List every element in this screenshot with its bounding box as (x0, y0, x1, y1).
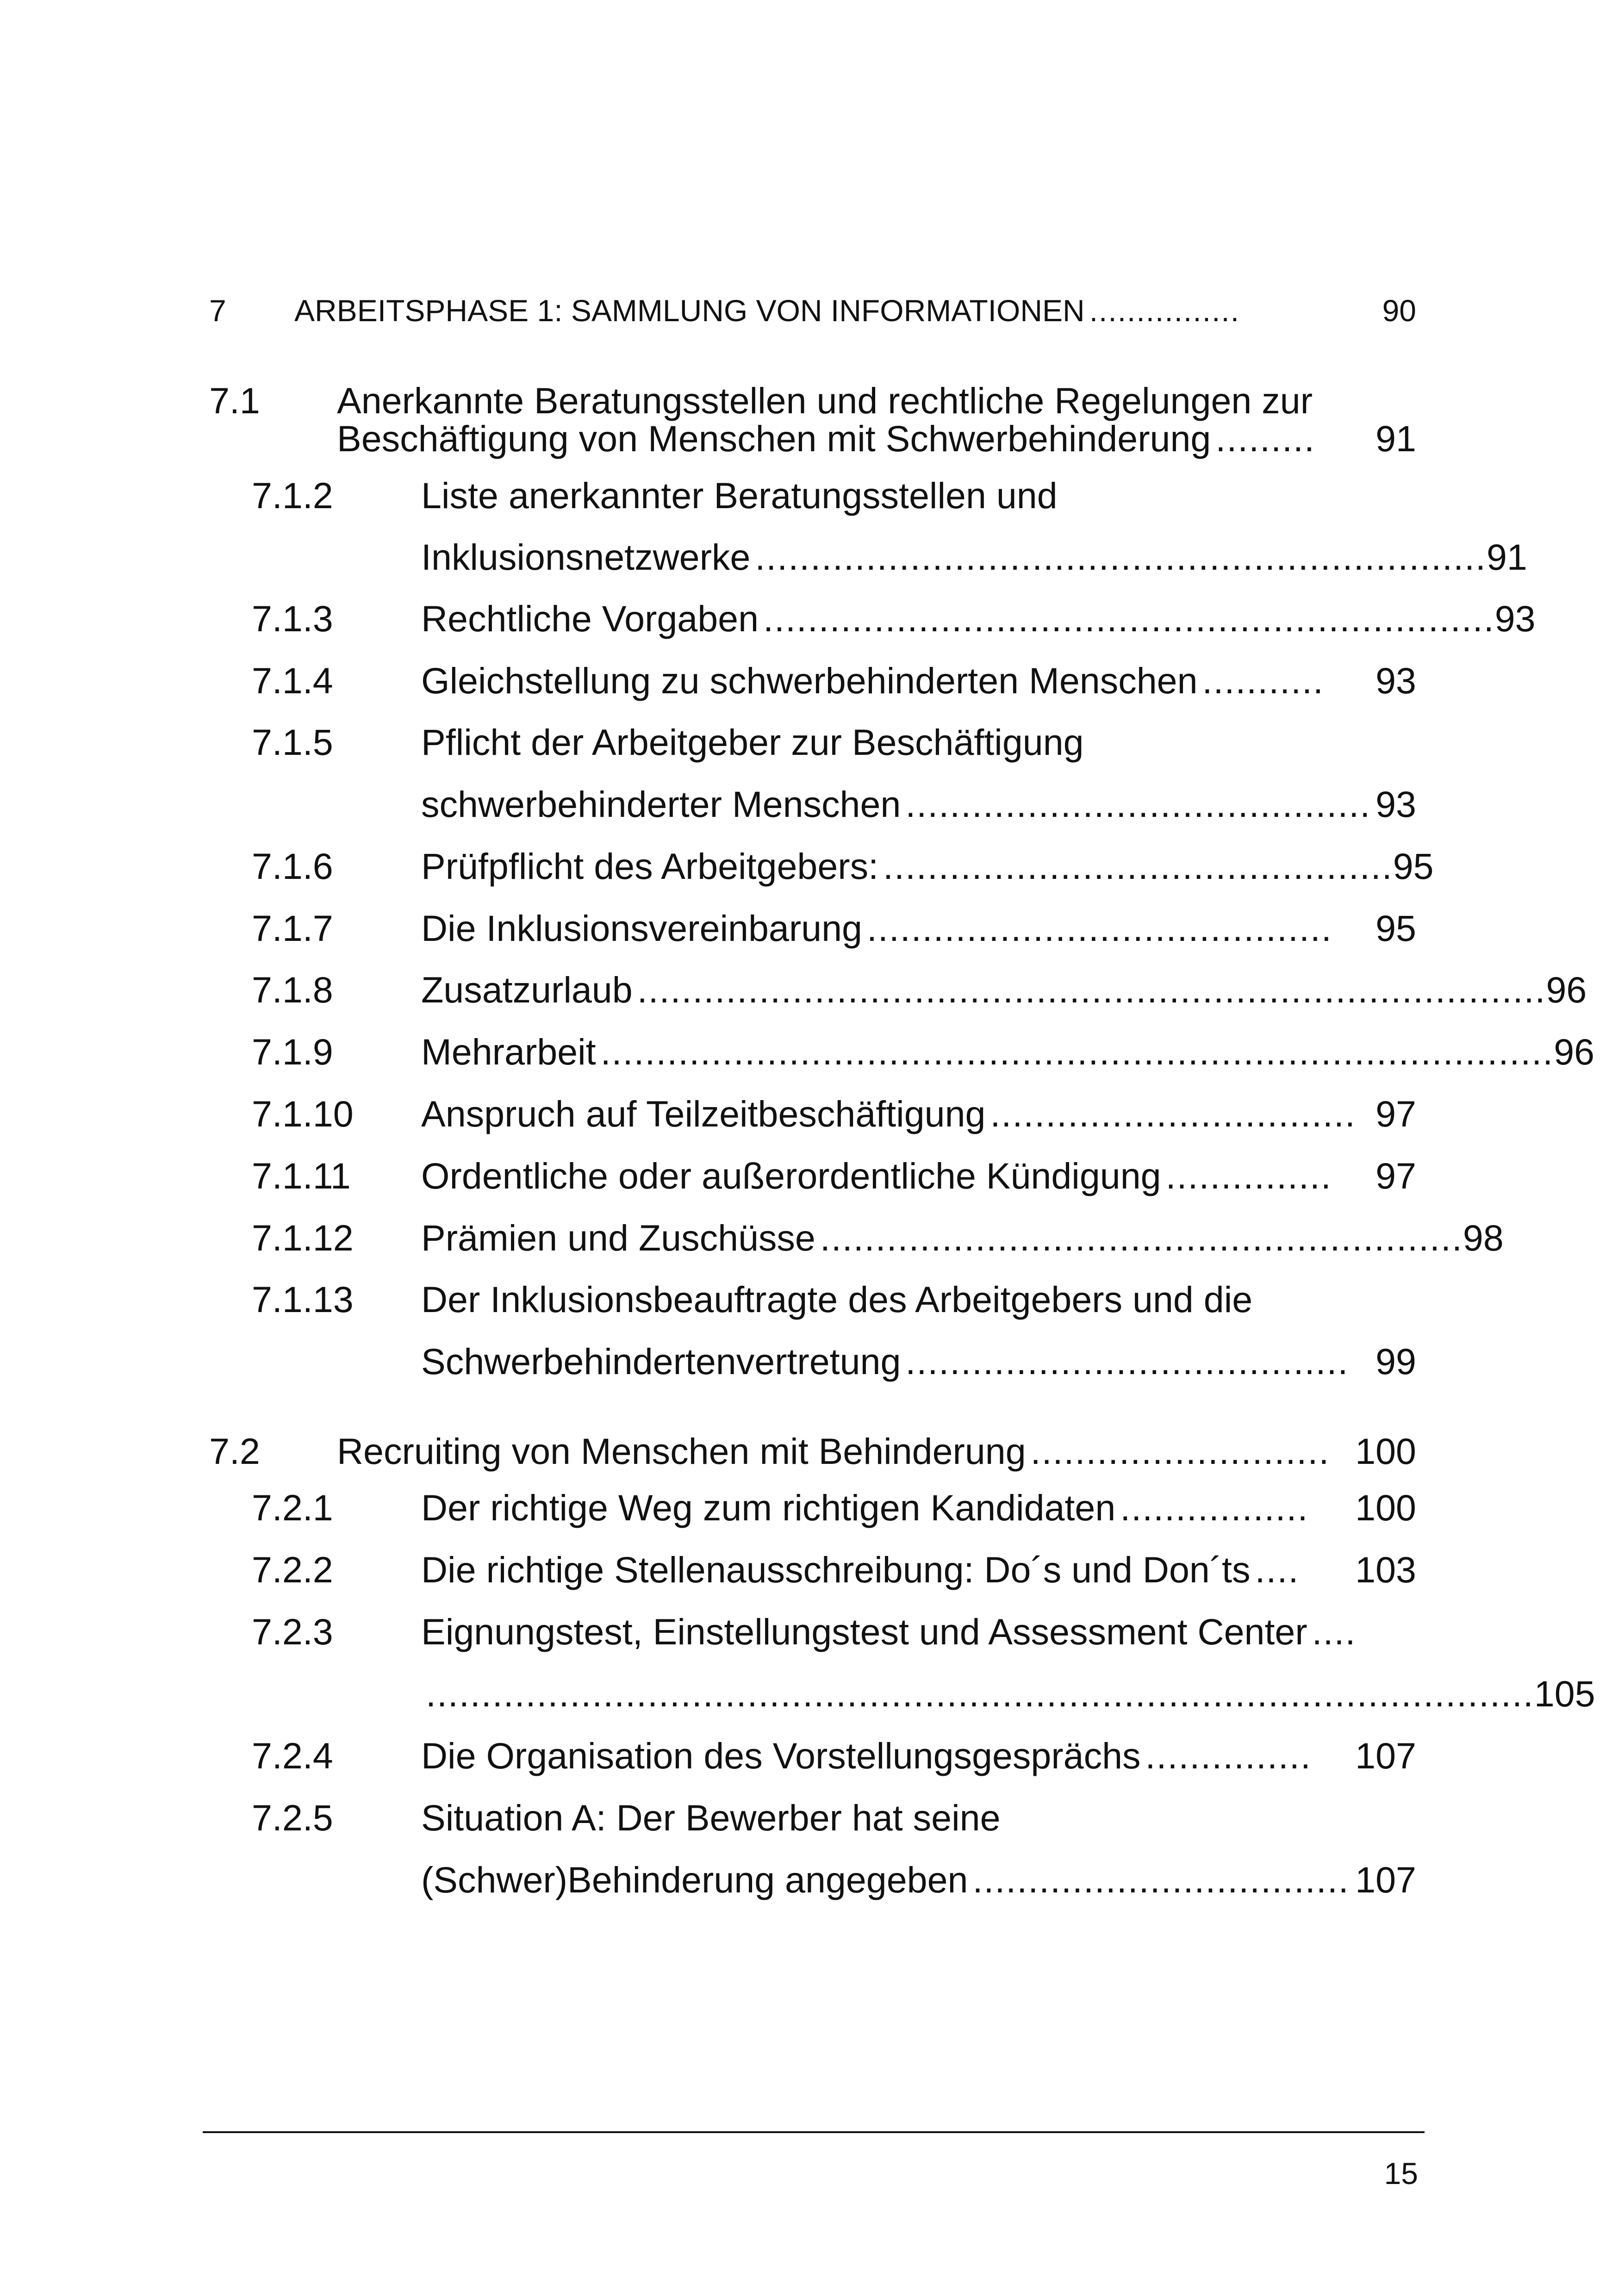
toc-line (421, 907, 1416, 950)
toc-title: Zusatzurlaub (421, 969, 633, 1010)
toc-title: Mehrarbeit (421, 1031, 596, 1072)
toc-page-number: 103 (1355, 1549, 1416, 1590)
toc-title: Gleichstellung zu schwerbehinderten Menschen (421, 660, 1198, 701)
toc-leader-dots: .......................................... (866, 908, 1332, 949)
toc-page-number: 105 (1534, 1673, 1595, 1714)
toc-title-continued: (Schwer)Behinderung angegeben (421, 1859, 968, 1900)
toc-page-number: 95 (1393, 846, 1434, 887)
toc-leader-dots: ......... (1215, 418, 1315, 459)
toc-line (421, 474, 1416, 517)
toc-page-number: 93 (1375, 660, 1416, 701)
toc-number: 7.1.6 (252, 846, 333, 887)
toc-number: 7.1.7 (252, 908, 333, 949)
toc-leader-dots: ........................... (1030, 1431, 1330, 1472)
toc-line (421, 1797, 1416, 1839)
toc-number: 7.1.3 (252, 598, 333, 639)
toc-title: Rechtliche Vorgaben (421, 598, 759, 639)
toc-page-number: 99 (1375, 1341, 1416, 1382)
toc-title: Eignungstest, Einstellungstest und Assessment Center (421, 1611, 1307, 1652)
toc-title-continued: Inklusionsnetzwerke (421, 536, 751, 578)
toc-page-number: 95 (1375, 908, 1416, 949)
toc-line (421, 1487, 1416, 1529)
toc-page-number: 100 (1355, 1431, 1416, 1472)
toc-title: Pflicht der Arbeitgeber zur Beschäftigung (421, 722, 1084, 763)
toc-title-continued: Schwerbehindertenvertretung (421, 1341, 901, 1382)
toc-leader-dots: .............................................. (883, 846, 1393, 887)
toc-page-number: 90 (1382, 293, 1416, 328)
toc-page-number: 93 (1375, 784, 1416, 825)
toc-number: 7.2 (209, 1431, 260, 1472)
toc-page-number: 91 (1486, 536, 1527, 578)
toc-title: Anspruch auf Teilzeitbeschäftigung (421, 1093, 986, 1134)
toc-number: 7.1 (209, 380, 260, 421)
toc-line (421, 1340, 1416, 1383)
toc-leader-dots: ............... (1145, 1735, 1312, 1776)
toc-number: 7.1.4 (252, 660, 333, 701)
toc-title: Prämien und Zuschüsse (421, 1217, 815, 1258)
toc-number: 7.1.8 (252, 969, 333, 1010)
toc-line (421, 1859, 1416, 1901)
toc-page-number: 98 (1462, 1217, 1504, 1258)
toc-leader-dots: .................................................................. (755, 536, 1487, 578)
toc-title: Die richtige Stellenausschreibung: Do´s und Don´ts (421, 1549, 1251, 1590)
toc-leader-dots: ................ (1089, 293, 1240, 328)
toc-line (421, 969, 1587, 1011)
toc-number: 7.1.11 (252, 1155, 351, 1196)
toc-leader-dots: .................................................................................. (637, 969, 1546, 1010)
toc-number: 7.2.1 (252, 1487, 333, 1528)
toc-leader-dots: ...................................................................................... (600, 1031, 1554, 1072)
toc-leader-dots: ................................. (990, 1093, 1356, 1134)
toc-leader-dots: .... (1255, 1549, 1300, 1590)
toc-line (337, 417, 1416, 460)
toc-title: Prüfpflicht des Arbeitgebers: (421, 846, 879, 887)
toc-number: 7.1.12 (252, 1217, 354, 1258)
toc-line (421, 1549, 1416, 1591)
toc-page-number: 96 (1554, 1031, 1595, 1072)
toc-leader-dots: ............... (1165, 1155, 1332, 1196)
toc-line (421, 721, 1416, 764)
toc-title: Situation A: Der Bewerber hat seine (421, 1797, 1001, 1838)
toc-page-number: 107 (1355, 1859, 1416, 1900)
toc-title: Recruiting von Menschen mit Behinderung (337, 1431, 1026, 1472)
toc-title-continued: Beschäftigung von Menschen mit Schwerbehinderung (337, 418, 1211, 459)
toc-number: 7.2.4 (252, 1735, 333, 1776)
toc-line (421, 1611, 1416, 1653)
toc-line (421, 845, 1434, 888)
toc-page-number: 96 (1546, 969, 1587, 1010)
toc-number: 7.2.2 (252, 1549, 333, 1590)
toc-line (421, 660, 1416, 702)
toc-leader-dots: .......................................................... (820, 1217, 1463, 1258)
toc-line (337, 380, 1416, 422)
toc-title: Der Inklusionsbeauftragte des Arbeitgebers und die (421, 1279, 1253, 1320)
toc-page-number: 107 (1355, 1735, 1416, 1776)
toc-number: 7.2.3 (252, 1611, 333, 1652)
toc-line (421, 783, 1416, 826)
toc-number: 7.1.10 (252, 1093, 354, 1134)
toc-number: 7 (209, 293, 226, 328)
toc-title: Die Organisation des Vorstellungsgesprächs (421, 1735, 1141, 1776)
toc-leader-dots: .......................................... (905, 784, 1371, 825)
toc-line (421, 1155, 1416, 1197)
toc-title: Ordentliche oder außerordentliche Kündigung (421, 1155, 1161, 1196)
toc-page-number: 97 (1375, 1155, 1416, 1196)
toc-line (421, 1673, 1595, 1715)
toc-number: 7.1.9 (252, 1031, 333, 1072)
toc-leader-dots: .................................................................................................... (426, 1673, 1534, 1714)
toc-page-number: 100 (1355, 1487, 1416, 1528)
toc-line (421, 536, 1527, 579)
toc-number: 7.1.2 (252, 475, 333, 516)
toc-page-number: 97 (1375, 1093, 1416, 1134)
toc-line (421, 1735, 1416, 1777)
toc-number: 7.1.5 (252, 722, 333, 763)
toc-title: ARBEITSPHASE 1: SAMMLUNG VON INFORMATIONEN (294, 293, 1085, 328)
toc-leader-dots: .... (1312, 1611, 1357, 1652)
toc-line (421, 1093, 1416, 1135)
toc-line (337, 1430, 1416, 1473)
toc-title: Der richtige Weg zum richtigen Kandidaten (421, 1487, 1116, 1528)
toc-title: Anerkannte Beratungsstellen und rechtliche Regelungen zur (337, 380, 1313, 421)
page-number: 15 (1384, 2156, 1418, 2190)
toc-number: 7.1.13 (252, 1279, 354, 1320)
toc-number: 7.2.5 (252, 1797, 333, 1838)
footer-divider (203, 2131, 1425, 2133)
toc-leader-dots: ........... (1202, 660, 1324, 701)
toc-leader-dots: .................................. (972, 1859, 1350, 1900)
toc-line (421, 1031, 1595, 1073)
toc-leader-dots: ........................................ (905, 1341, 1349, 1382)
toc-leader-dots: .................................................................. (763, 598, 1495, 639)
toc-title: Liste anerkannter Beratungsstellen und (421, 475, 1058, 516)
toc-line (421, 597, 1536, 640)
toc-line (421, 1278, 1416, 1321)
toc-line (421, 1217, 1504, 1259)
toc-line (294, 293, 1416, 328)
toc-title-continued: schwerbehinderter Menschen (421, 784, 901, 825)
toc-title: Die Inklusionsvereinbarung (421, 908, 862, 949)
toc-page-number: 93 (1494, 598, 1536, 639)
toc-page-number: 91 (1375, 418, 1416, 459)
toc-leader-dots: ................. (1120, 1487, 1309, 1528)
